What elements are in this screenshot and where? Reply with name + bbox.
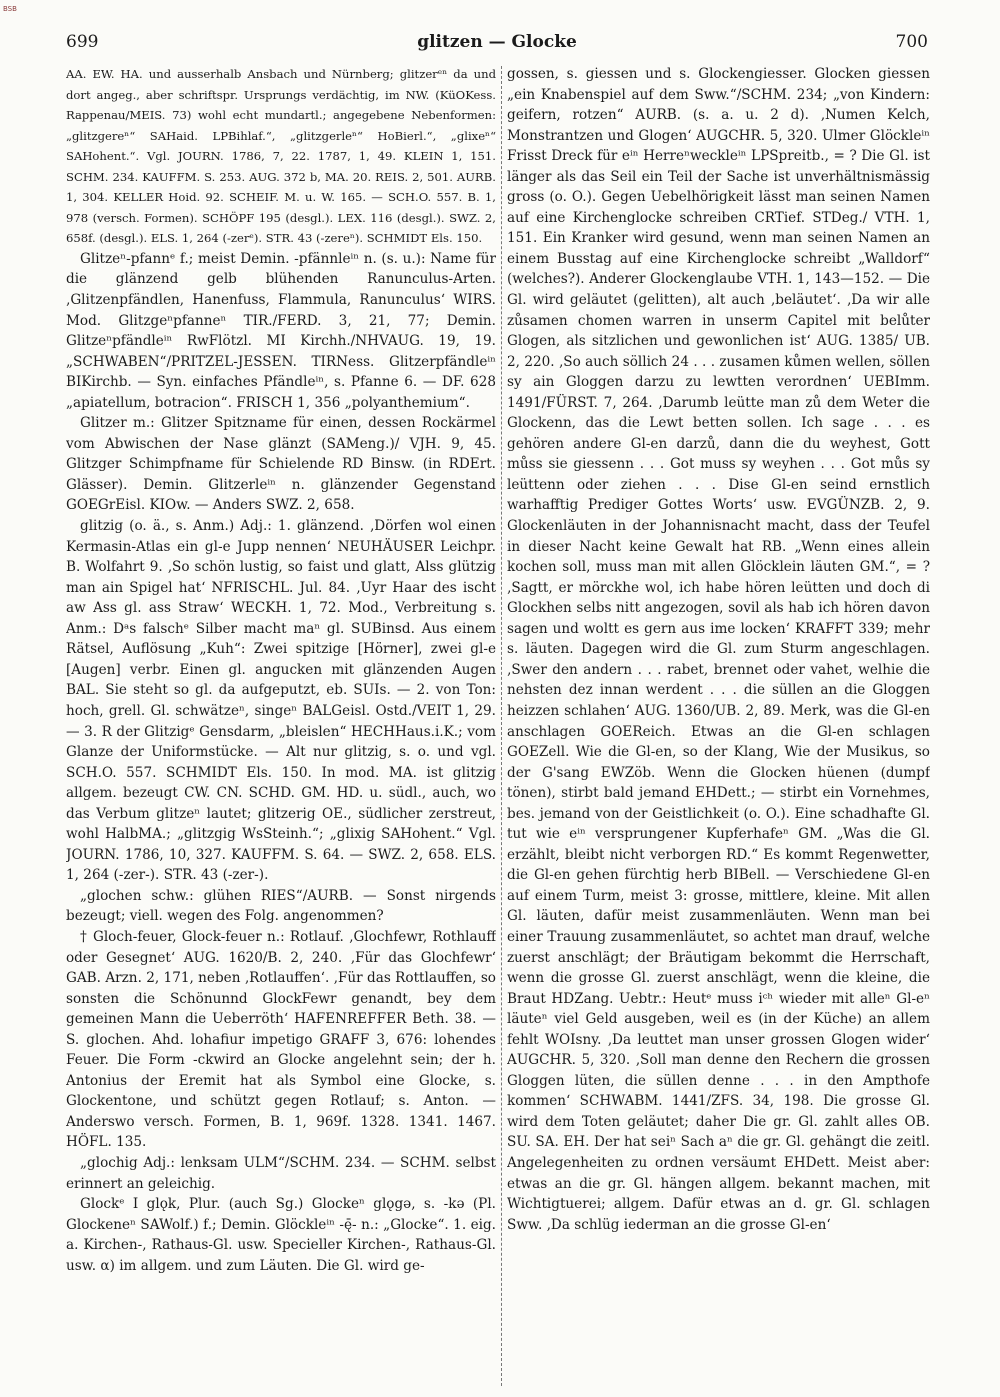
right-column [507,64,930,1386]
column-divider [501,66,502,1386]
dictionary-entry: Glitzeⁿ-pfannᵉ f.; meist Demin. -pfännleⁱⁿ n. (s. u.): Name für die glänzend gelb blühenden Ranunculus-Arten. ‚Glitzenpfändlen, Hanenfuss, Flammula, Ranunculus‘ WIRS. Mod. Glitzgeⁿpfanneⁿ TIR./FERD. 3, 21, 77; Demin. Glitzeⁿpfändleⁱⁿ RwFlötzl. MI Kirchh./NHVAUG. 19, 19. „SCHWABEN“/PRITZEL-JESSEN. TIRNess. Glitzerpfändleⁱⁿ BIKirchb. — Syn. einfaches Pfändleⁱⁿ, s. Pfanne 6. — DF. 628 „apiatellum, botracion“. FRISCH 1, 356 „polyanthemium“. [66,250,496,411]
dictionary-entry: † Gloch-feuer, Glock-feuer n.: Rotlauf. ‚Glochfewr, Rothlauff oder Gesegnet‘ AUG. 1620/B. 2, 240. ‚Für das Glochfewr‘ GAB. Arzn. 2, 171, neben ‚Rotlauffen‘. ‚Für das Rottlauffen, so sonsten die Schönunnd GlockFewr genandt, bey dem gemeinen Mann die Ueberröth‘ HAFENREFFER Beth. 38. — S. glochen. Ahd. lohafiur impetigo GRAFF 3, 676: lohendes Feuer. Die Form -ckwird an Glocke angelehnt sein; der h. Antonius der Eremit hat als Symbol eine Glocke, s. Glockentone, und schützt gegen Rotlauf; s. Anton. — Anderswo versch. Formen, B. 1, 969f. 1328. 1341. 1467. HÖFL. 135. [66,928,496,1151]
dictionary-entry: „glochig Adj.: lenksam ULM“/SCHM. 234. — SCHM. selbst erinnert an geleichig. [66,1154,496,1192]
dictionary-entry: Glitzer m.: Glitzer Spitzname für einen, dessen Rockärmel vom Abwischen der Nase glänzt (SAMeng.)/ VJH. 9, 45. Glitzger Schimpfname für Schielende RD Binsw. (in RDErt. Glässer). Demin. Glitzerleⁱⁿ n. glänzender Gegenstand GOEGrEisl. KIOw. — Anders SWZ. 2, 658. [66,415,496,514]
page-header [66,32,928,56]
dictionary-entry: „glochen schw.: glühen RIES“/AURB. — Sonst nirgends bezeugt; viell. wegen des Folg. angenommen? [66,887,496,925]
page-title: glitzen — Glocke [417,32,577,52]
paragraph: AA. EW. HA. und ausserhalb Ansbach und Nürnberg; glitzerᵉⁿ da und dort angeg., aber schriftspr. Ursprungs verdächtig, im NW. (KüOKess. Rappenau/MEIS. 73) wohl echt mundartl.; angegebene Nebenformen: „glitzgereⁿ“ SAHaid. LPBihlaf.“, „glitzgerleⁿ“ HoBierl.“, „glixeⁿ“ SAHohent.“. Vgl. JOURN. 1786, 7, 22. 1787, 1, 49. KLEIN 1, 151. SCHM. 234. KAUFFM. S. 253. AUG. 372 b, MA. 20. REIS. 2, 501. AURB. 1, 304. KELLER Hoid. 92. SCHEIF. M. u. W. 165. — SCH.O. 557. B. 1, 978 (versch. Formen). SCHÖPF 195 (desgl.). LEX. 116 (desgl.). SWZ. 2, 658f. (desgl.). ELS. 1, 264 (-zerᵉ). STR. 43 (-zereⁿ). SCHMIDT Els. 150. [66,67,496,246]
dictionary-entry: glitzig (o. ä., s. Anm.) Adj.: 1. glänzend. ‚Dörfen wol einen Kermasin-Atlas ein gl-e Jupp nennen‘ NEUHÄUSER Leichpr. B. Wolfahrt 9. ‚So schön lustig, so faist und glatt, Alss glützig man ain Spigel hat‘ NFRISCHL. Jul. 84. ‚Uyr Haar des ischt aw Ass gl. ass Straw‘ WECKH. 1, 72. Mod., Verbreitung s. Anm.: Dᵃs falschᵉ Silber macht maⁿ gl. SUBinsd. Aus einem Rätsel, Auflösung „Kuh“: Zwei spitzige [Hörner], zwei gl-e [Augen] verbr. Einen gl. angucken mit glänzenden Augen BAL. Sie steht so gl. da aufgeputzt, eb. SUIs. — 2. von Ton: hoch, grell. Gl. schwätzeⁿ, singeⁿ BALGeisl. Ostd./VEIT 1, 29. — 3. R der Glitzigᵉ Gensdarm, „bleislen“ HECHHaus.i.K.; vom Glanze der Uniformstücke. — Alt nur glitzig, s. o. und vgl. SCH.O. 557. SCHMIDT Els. 150. In mod. MA. ist glitzig allgem. bezeugt CW. CN. SCHD. GM. HD. u. südl., auch, wo das Verbum glitzeⁿ lautet; glitzerig OE., südlicher zerstreut, wohl HalbMA.; „glitzgig WsSteinh.“; „glixig SAHohent.“ Vgl. JOURN. 1786, 10, 327. KAUFFM. S. 64. — SWZ. 2, 658. ELS. 1, 264 (-zer-). STR. 43 (-zer-). [66,518,496,884]
page-number-right: 700 [895,32,928,52]
dictionary-entry: Glockᵉ I glǫk, Plur. (auch Sg.) Glockeⁿ glǫgə, s. -kə (Pl. Glockeneⁿ SAWolf.) f.; Demin. Glöckleⁱⁿ -ę̄- n.: „Glocke“. 1. eig. a. Kirchen-, Rathaus-Gl. usw. Specieller Kirchen-, Rathaus-Gl. usw. α) im allgem. und zum Läuten. Die Gl. wird ge- [66,1196,496,1274]
left-column [66,64,496,1386]
page-number-left: 699 [66,32,99,52]
watermark: BSB [3,5,17,13]
paragraph: gossen, s. giessen und s. Glockengiesser. Glocken giessen „ein Knabenspiel auf dem Sww.“/SCHM. 234; „von Kindern: geifern, rotzen“ AURB. (s. a. u. 2 d). ‚Numen Kelch, Monstrantzen und Glogen‘ AUGCHR. 5, 320. Ulmer Glöckleⁱⁿ Frisst Dreck für eⁱⁿ Herreⁿweckleⁱⁿ LPSpreitb., = ? Die Gl. ist länger als das Seil ein Teil der Sache ist unverhältnismässig gross (o. O.). Gegen Uebelhörigkeit lässt man seinen Namen auf eine Kirchenglocke schreiben CRTief. STDeg./ VTH. 1, 151. Ein Kranker wird gesund, wenn man seinen Namen an einem Busstag auf eine Kirchenglocke schreibt „Walldorf“ (welches?). Anderer Glockenglaube VTH. 1, 143—152. — Die Gl. wird geläutet (gelitten), alt auch ‚beläutet‘. ‚Da wir alle zůsamen chomen warren in unserm Capitel mit belůter Glogen, als sitzlichen und gewonlichen ist‘ AUG. 1385/ UB. 2, 220. ‚So auch söllich 24 . . . zusamen kůmen wellen, söllen sy ain Gloggen darzu zu lewtten verordnen‘ UEBImm. 1491/FÜRST. 7, 264. ‚Darumb leütte man zů dem Weter die Glockenn, das die Lewt betten sollen. Ich sage . . . es gehören andere Gl-en darzů, dann die du weyhest, Gott můss sie giessenn . . . Got muss sy weyhen . . . Got můs sy leüttenn oder ziehen . . . Dise Gl-en seind ernstlich warhafftig Prediger Gottes Worts‘ usw. EVGÜNZB. 2, 9. Glockenläuten in der Johannisnacht macht, dass der Teufel in dieser Nacht keine Gewalt hat RB. „Wenn eines allein kochen soll, muss man mit allen Glöcklein läuten GM.“, = ? ‚Sagtt, er mörckhe wol, ich habe hören leütten und doch di Glockhen selbs nitt angezogen, sovil als hab ich hören davon sagen und woltt es gern aus ime locken‘ KRAFFT 339; mehr s. läuten. Dagegen wird die Gl. zum Sturm angeschlagen. ‚Swer den andern . . . rabet, brennet oder vahet, welhie die nehsten dez innan werdent . . . die süllen an die Gloggen heizzen schlahen‘ AUG. 1360/UB. 2, 89. Merk, was die Gl-en anschlagen GOEReich. Etwas an die Gl-en schlagen GOEZell. Wie die Gl-en, so der Klang, Wie der Musikus, so der G'sang EWZöb. Wenn die Glocken hüenen (dumpf tönen), stirbt bald jemand EHDett.; — stirbt ein Vornehmes, bes. jemand von der Geistlichkeit (o. O.). Eine schadhafte Gl. tut wie eⁱⁿ versprungener Kupferhafeⁿ GM. „Was die Gl. erzählt, bleibt nicht verborgen RD.“ Es kommt Regenwetter, die Gl-en gehen fürchtig herb BIBell. — Verschiedene Gl-en auf einem Turm, meist 3: grosse, mittlere, kleine. Mit allen Gl. läuten, dafür meist zusammenläuten. Wenn man bei einer Trauung zusammenläutet, so achtet man drauf, welche zuerst anschlägt; der Bräutigam bekommt die Herrschaft, wenn die grosse Gl. zuerst anschlägt, wenn die kleine, die Braut HDZang. Uebtr.: Heutᵉ muss iᶜʰ wieder mit alleⁿ Gl-eⁿ läuteⁿ viel Geld ausgeben, weil es (in der Küche) an allem fehlt WOIsny. ‚Da leuttet man unser grossen Glogen wider‘ AUGCHR. 5, 320. ‚Soll man denne den Rechern die grossen Gloggen lüten, die süllen denne . . . in den Ampthofe kommen‘ SCHWABM. 1441/ZFS. 34, 198. Die grosse Gl. wird dem Toten geläutet; daher Die gr. Gl. zahlt alles OB. SU. SA. EH. Der hat seiⁿ Sach aⁿ die gr. Gl. gehängt die zeitl. Angelegenheiten zu ordnen versäumt EHDett. Meist aber: etwas an die gr. Gl. hängen allgem. bekannt machen, mit Wichtigtuerei; allgem. Dafür etwas an d. gr. Gl. schlagen Sww. ‚Da schlüg iederman an die grosse Gl-en‘ [507,66,930,1233]
